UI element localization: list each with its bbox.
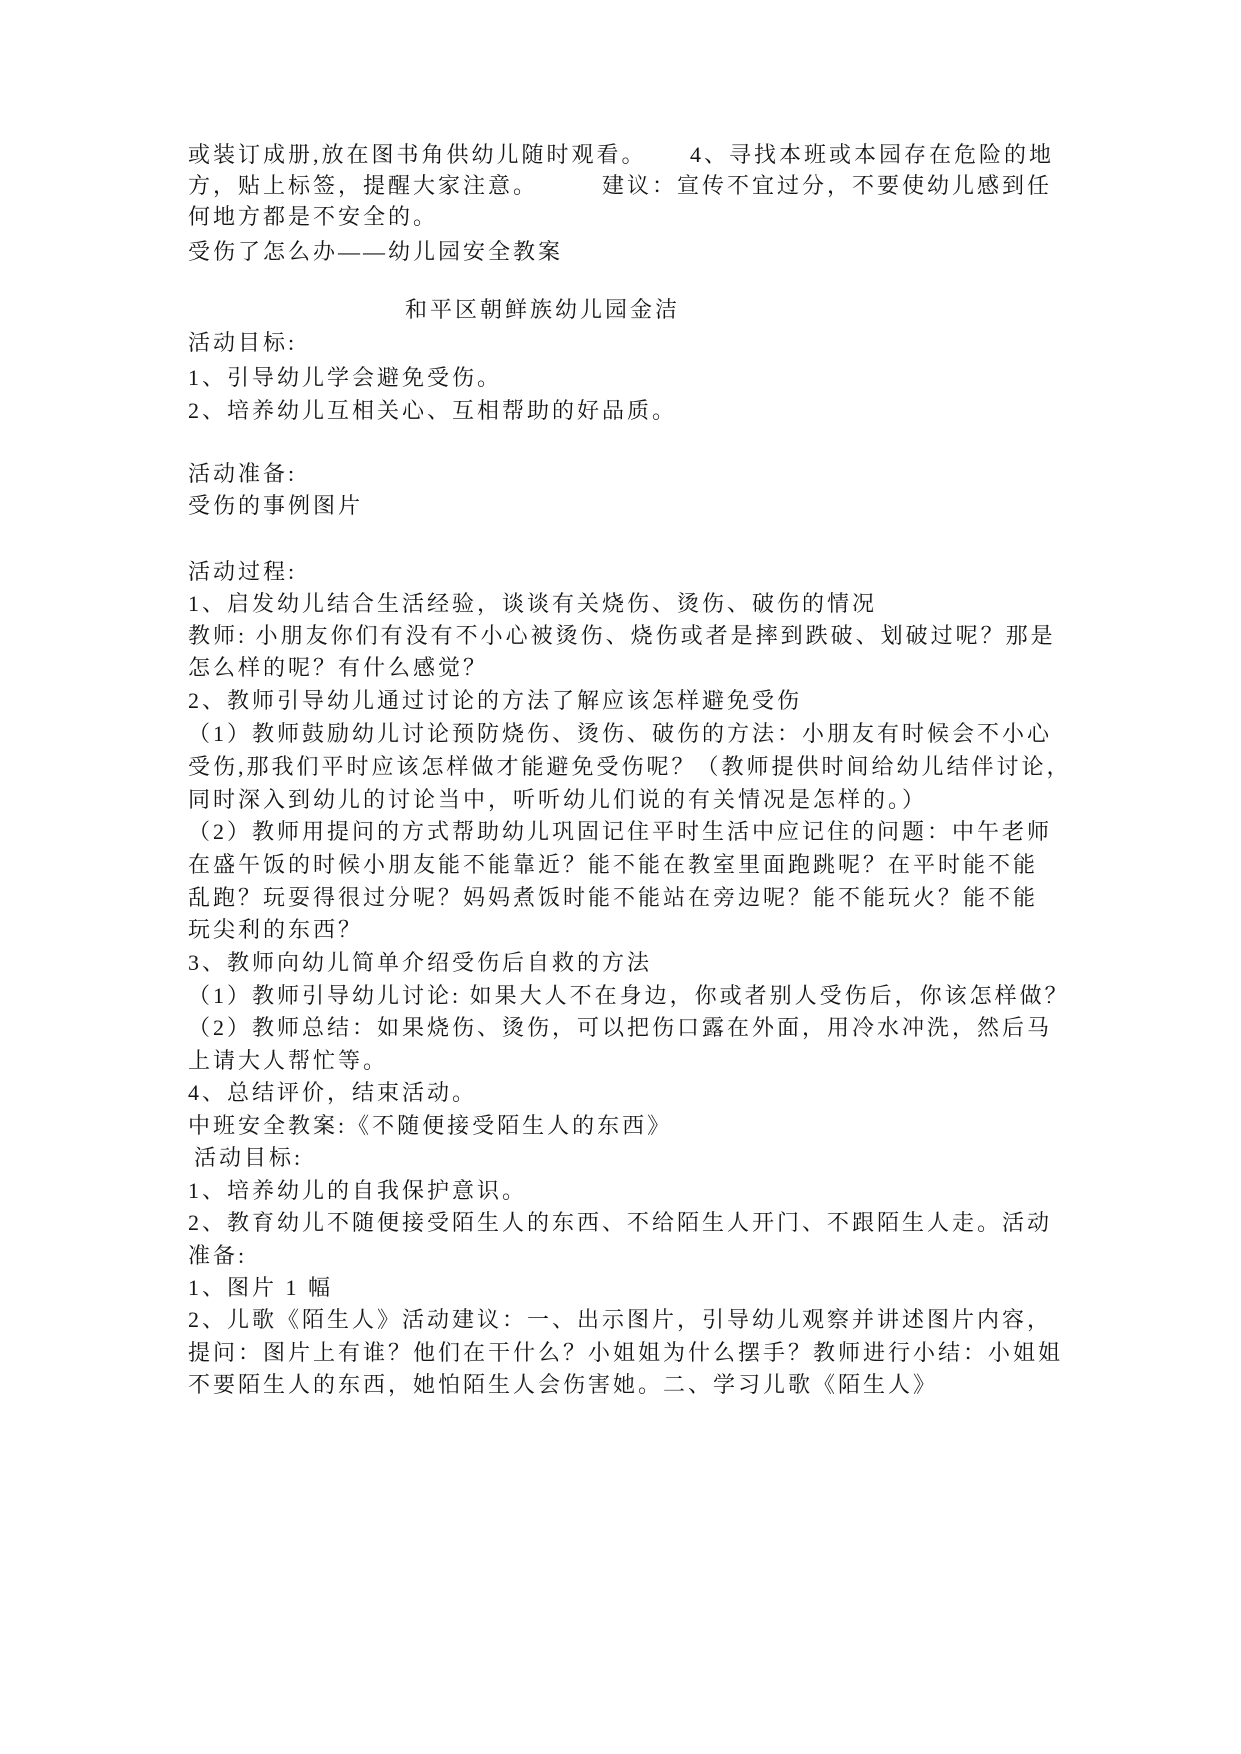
lesson-title: 中班安全教案:《不随便接受陌生人的东西》 xyxy=(188,1113,673,1138)
text-line: 3、教师向幼儿简单介绍受伤后自救的方法 xyxy=(188,950,653,975)
text-line: 受伤,那我们平时应该怎样做才能避免受伤呢？（教师提供时间给幼儿结伴讨论， xyxy=(188,754,1072,779)
text-line: 提问：图片上有谁？他们在干什么？小姐姐为什么摆手？教师进行小结：小姐姐 xyxy=(188,1340,1064,1365)
text-line: 2、教师引导幼儿通过讨论的方法了解应该怎样避免受伤 xyxy=(188,688,803,713)
text-line: 1、培养幼儿的自我保护意识。 xyxy=(188,1178,528,1203)
section-heading: 活动过程: xyxy=(188,559,298,584)
text-line: 4、寻找本班或本园存在危险的地 xyxy=(690,142,1055,167)
text-line: 1、图片 1 幅 xyxy=(188,1275,334,1300)
text-line: 准备: xyxy=(188,1243,248,1268)
text-line: 在盛午饭的时候小朋友能不能靠近？能不能在教室里面跑跳呢？在平时能不能 xyxy=(188,852,1039,877)
text-line: （2）教师用提问的方式帮助幼儿巩固记住平时生活中应记住的问题：中午老师 xyxy=(188,819,1053,844)
text-line: 方，贴上标签，提醒大家注意。 xyxy=(188,173,539,198)
text-line: 乱跑？玩耍得很过分呢？妈妈煮饭时能不能站在旁边呢？能不能玩火？能不能 xyxy=(188,885,1039,910)
lesson-title: 受伤了怎么办——幼儿园安全教案 xyxy=(188,239,564,264)
text-line: 何地方都是不安全的。 xyxy=(188,204,439,229)
text-line: 受伤的事例图片 xyxy=(188,493,364,518)
text-line: 玩尖利的东西？ xyxy=(188,917,364,942)
text-line: 建议：宣传不宜过分，不要使幼儿感到任 xyxy=(602,173,1053,198)
text-line: 2、培养幼儿互相关心、互相帮助的好品质。 xyxy=(188,398,678,423)
text-line: 教师: 小朋友你们有没有不小心被烫伤、烧伤或者是摔到跌破、划破过呢？那是 xyxy=(188,623,1056,648)
text-line: （2）教师总结：如果烧伤、烫伤，可以把伤口露在外面，用冷水冲洗，然后马 xyxy=(188,1015,1053,1040)
text-line: 1、启发幼儿结合生活经验，谈谈有关烧伤、烫伤、破伤的情况 xyxy=(188,591,878,616)
author-line: 和平区朝鲜族幼儿园金洁 xyxy=(405,297,681,322)
section-heading: 活动准备: xyxy=(188,461,298,486)
text-line: 4、总结评价，结束活动。 xyxy=(188,1080,478,1105)
section-heading: 活动目标: xyxy=(194,1145,304,1170)
text-line: （1）教师鼓励幼儿讨论预防烧伤、烫伤、破伤的方法：小朋友有时候会不小心 xyxy=(188,721,1053,746)
text-line: 2、儿歌《陌生人》活动建议：一、出示图片，引导幼儿观察并讲述图片内容， xyxy=(188,1307,1053,1332)
text-line: 不要陌生人的东西，她怕陌生人会伤害她。二、学习儿歌《陌生人》 xyxy=(188,1372,939,1397)
text-line: 或装订成册,放在图书角供幼儿随时观看。 xyxy=(188,142,647,167)
text-line: 同时深入到幼儿的讨论当中，听听幼儿们说的有关情况是怎样的。） xyxy=(188,787,928,812)
section-heading: 活动目标: xyxy=(188,330,298,355)
text-line: 2、教育幼儿不随便接受陌生人的东西、不给陌生人开门、不跟陌生人走。活动 xyxy=(188,1210,1053,1235)
text-line: 上请大人帮忙等。 xyxy=(188,1048,389,1073)
text-line: （1）教师引导幼儿讨论: 如果大人不在身边，你或者别人受伤后，你该怎样做？ xyxy=(188,983,1070,1008)
text-line: 怎么样的呢？有什么感觉？ xyxy=(188,655,489,680)
text-line: 1、引导幼儿学会避免受伤。 xyxy=(188,365,503,390)
